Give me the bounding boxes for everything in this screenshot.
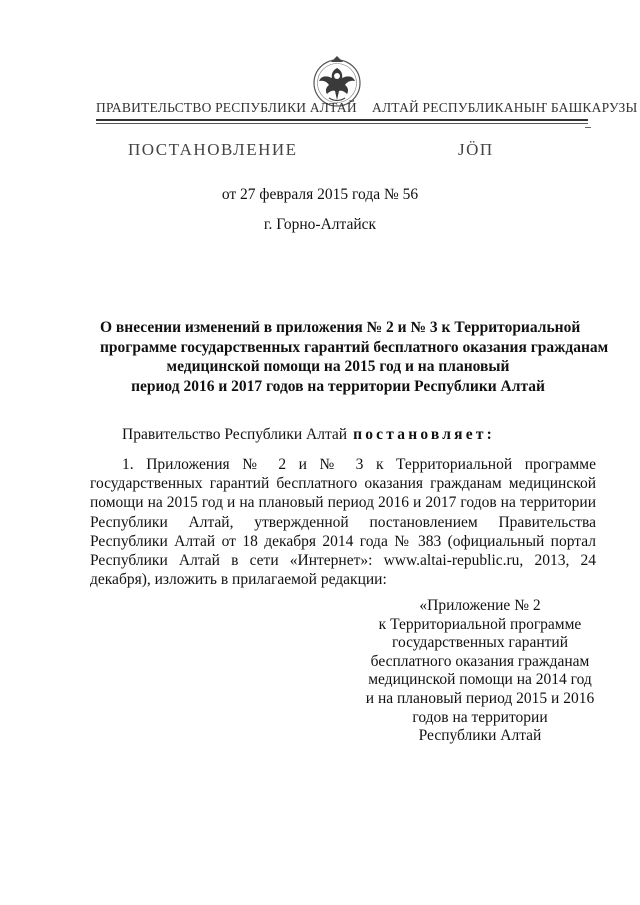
appendix-line: и на плановый период 2015 и 2016 [365,689,595,707]
paragraph-1: 1. Приложения № 2 и № 3 к Территориальной программе государственных гарантий бесплатного оказания гражданам медицинской помощи на 2015 год и на плановый период 2016 и 2017 годов на территории Республики Алтай, утвержденной постановлением Правительства Республики Алтай от 18 декабря 2014 года № 383 (официальный портал Республики Алтай в сети «Интернет»: www.altai-republic.ru, 2013, 24 декабря), изложить в прилагаемой редакции: [90,456,596,589]
document-city: г. Горно-Алтайск [263,216,377,233]
appendix-line: «Приложение № 2 [419,597,541,614]
appendix-line: бесплатного оказания гражданам [370,652,590,670]
document-title [100,318,609,396]
title-line: программе государственных гарантий бесплатного оказания гражданам [100,338,609,356]
header-left-text: ПРАВИТЕЛЬСТВО РЕСПУБЛИКИ АЛТАЙ [96,100,357,115]
appendix-line: годов на территории [412,708,548,726]
resolution-intro [122,426,495,444]
appendix-line: государственных гарантий [392,634,568,652]
title-line: период 2016 и 2017 годов на территории Республики Алтай [131,377,545,395]
header-right-text: АЛТАЙ РЕСПУБЛИКАНЫҤ БАШКАРУЗЫ [372,100,638,115]
appendix-line: к Территориальной программе [378,615,582,633]
doc-type-russian: ПОСТАНОВЛЕНИЕ [128,140,298,159]
header-rule-thin [96,123,588,124]
document-date: от 27 февраля 2015 года № 56 [221,186,419,203]
doc-type-altai: ЈӦП [458,140,494,159]
intro-text: Правительство Республики Алтай [122,426,348,443]
appendix-header [330,597,630,746]
margin-mark [585,127,591,128]
appendix-line: Республики Алтай [418,727,542,745]
title-line: медицинской помощи на 2015 год и на плановый [166,358,510,375]
header-rule-thick [96,119,588,121]
intro-action: постановляет: [353,426,496,443]
title-line: О внесении изменений в приложения № 2 и № 3 к Территориальной [100,319,581,336]
appendix-line: медицинской помощи на 2014 год [368,671,592,689]
